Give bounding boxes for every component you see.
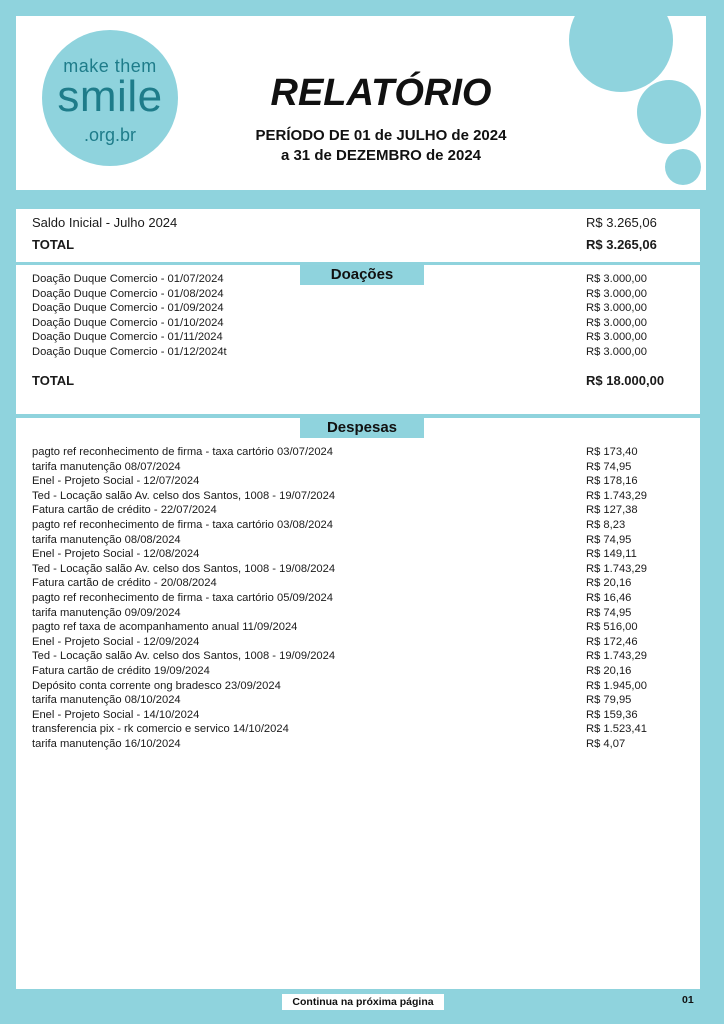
doacoes-label: Doação Duque Comercio - 01/12/2024t bbox=[32, 346, 227, 358]
despesas-row bbox=[32, 474, 672, 489]
report-header bbox=[16, 16, 706, 190]
despesas-value: R$ 74,95 bbox=[586, 533, 632, 546]
despesas-label: Fatura cartão de crédito - 20/08/2024 bbox=[32, 577, 217, 590]
doacoes-total-value: R$ 18.000,00 bbox=[586, 373, 665, 388]
report-title: RELATÓRIO bbox=[270, 72, 492, 114]
doacoes-heading: Doações bbox=[300, 265, 424, 285]
despesas-value: R$ 127,38 bbox=[586, 504, 638, 517]
despesas-label: pagto ref taxa de acompanhamento anual 11/09/2024 bbox=[32, 621, 298, 634]
despesas-label: tarifa manutenção 08/08/2024 bbox=[32, 533, 181, 546]
doacoes-label: Doação Duque Comercio - 01/09/2024 bbox=[32, 302, 224, 315]
despesas-row bbox=[32, 649, 672, 664]
saldo-value: R$ 3.265,06 bbox=[586, 215, 657, 230]
despesas-value: R$ 516,00 bbox=[586, 621, 638, 634]
doacoes-row bbox=[32, 272, 672, 287]
despesas-label: tarifa manutenção 08/07/2024 bbox=[32, 460, 181, 473]
doacoes-value: R$ 3.000,00 bbox=[586, 331, 647, 344]
despesas-label: Fatura cartão de crédito 19/09/2024 bbox=[32, 665, 210, 677]
saldo-label: Saldo Inicial - Julho 2024 bbox=[32, 215, 178, 230]
despesas-label: Enel - Projeto Social - 12/07/2024 bbox=[32, 475, 200, 488]
saldo-total-value: R$ 3.265,06 bbox=[586, 237, 657, 252]
despesas-value: R$ 20,16 bbox=[586, 665, 632, 677]
despesas-value: R$ 1.743,29 bbox=[586, 489, 647, 502]
logo-text-top: make them bbox=[63, 56, 157, 76]
despesas-row bbox=[32, 533, 672, 548]
despesas-value: R$ 4,07 bbox=[586, 738, 626, 750]
despesas-value: R$ 1.523,41 bbox=[586, 723, 647, 736]
despesas-row bbox=[32, 489, 672, 504]
despesas-value: R$ 1.743,29 bbox=[586, 562, 647, 575]
doacoes-label: Doação Duque Comercio - 01/10/2024 bbox=[32, 316, 224, 329]
despesas-row bbox=[32, 620, 672, 635]
doacoes-value: R$ 3.000,00 bbox=[586, 302, 647, 315]
doacoes-total-row bbox=[32, 374, 672, 389]
doacoes-value: R$ 3.000,00 bbox=[586, 273, 647, 285]
despesas-value: R$ 74,95 bbox=[586, 460, 632, 473]
despesas-value: R$ 16,46 bbox=[586, 592, 632, 604]
doacoes-section bbox=[16, 265, 700, 414]
despesas-label: Fatura cartão de crédito - 22/07/2024 bbox=[32, 504, 217, 517]
doacoes-label: Doação Duque Comercio - 01/07/2024 bbox=[32, 273, 224, 285]
despesas-row bbox=[32, 576, 672, 591]
saldo-total-row bbox=[32, 238, 672, 253]
despesas-value: R$ 74,95 bbox=[586, 606, 632, 619]
saldo-row bbox=[32, 216, 672, 231]
saldo-section bbox=[16, 209, 700, 262]
despesas-label: pagto ref reconhecimento de firma - taxa cartório 05/09/2024 bbox=[32, 592, 333, 604]
despesas-row bbox=[32, 445, 672, 460]
despesas-row bbox=[32, 591, 672, 606]
decorative-circle-medium bbox=[637, 80, 701, 144]
despesas-row bbox=[32, 708, 672, 723]
doacoes-label: Doação Duque Comercio - 01/11/2024 bbox=[32, 331, 223, 344]
despesas-row bbox=[32, 679, 672, 694]
doacoes-total-label: TOTAL bbox=[32, 373, 75, 388]
despesas-row bbox=[32, 664, 672, 679]
despesas-value: R$ 8,23 bbox=[586, 519, 626, 531]
period-line-2: a 31 de DEZEMBRO de 2024 bbox=[280, 147, 482, 164]
doacoes-row bbox=[32, 330, 672, 345]
despesas-label: tarifa manutenção 16/10/2024 bbox=[32, 738, 181, 750]
despesas-row bbox=[32, 562, 672, 577]
doacoes-row bbox=[32, 301, 672, 316]
continue-next-page-label: Continua na próxima página bbox=[282, 994, 444, 1010]
despesas-label: Depósito conta corrente ong bradesco 23/09/2024 bbox=[32, 679, 281, 692]
despesas-value: R$ 1.945,00 bbox=[586, 679, 647, 692]
despesas-label: Enel - Projeto Social - 12/08/2024 bbox=[32, 548, 200, 561]
despesas-value: R$ 79,95 bbox=[586, 694, 632, 707]
despesas-label: Ted - Locação salão Av. celso dos Santos, 1008 - 19/09/2024 bbox=[32, 650, 336, 663]
doacoes-row bbox=[32, 316, 672, 331]
despesas-row bbox=[32, 460, 672, 475]
despesas-label: Enel - Projeto Social - 14/10/2024 bbox=[32, 708, 200, 721]
despesas-label: pagto ref reconhecimento de firma - taxa cartório 03/07/2024 bbox=[32, 446, 333, 458]
logo-text-bottom: .org.br bbox=[83, 125, 137, 145]
decorative-circle-large bbox=[569, 16, 673, 92]
doacoes-value: R$ 3.000,00 bbox=[586, 287, 647, 300]
despesas-row bbox=[32, 635, 672, 650]
despesas-label: transferencia pix - rk comercio e servico 14/10/2024 bbox=[32, 723, 289, 736]
despesas-heading: Despesas bbox=[300, 418, 424, 438]
despesas-value: R$ 173,40 bbox=[586, 446, 638, 458]
despesas-row bbox=[32, 547, 672, 562]
despesas-value: R$ 172,46 bbox=[586, 635, 638, 648]
decorative-circle-small bbox=[665, 149, 701, 185]
report-period bbox=[216, 126, 546, 166]
saldo-total-label: TOTAL bbox=[32, 237, 75, 252]
despesas-row bbox=[32, 606, 672, 621]
logo-text-middle: smile bbox=[57, 72, 163, 121]
doacoes-label: Doação Duque Comercio - 01/08/2024 bbox=[32, 287, 224, 300]
despesas-label: tarifa manutenção 09/09/2024 bbox=[32, 606, 181, 619]
make-them-smile-logo bbox=[42, 30, 178, 166]
despesas-label: Ted - Locação salão Av. celso dos Santos, 1008 - 19/07/2024 bbox=[32, 489, 336, 502]
despesas-label: tarifa manutenção 08/10/2024 bbox=[32, 694, 181, 707]
period-line-1: PERÍODO DE 01 de JULHO de 2024 bbox=[255, 127, 507, 144]
doacoes-row bbox=[32, 345, 672, 360]
despesas-label: Enel - Projeto Social - 12/09/2024 bbox=[32, 635, 200, 648]
despesas-value: R$ 20,16 bbox=[586, 577, 632, 590]
despesas-value: R$ 149,11 bbox=[586, 548, 637, 561]
despesas-row bbox=[32, 737, 672, 752]
despesas-value: R$ 1.743,29 bbox=[586, 650, 647, 663]
doacoes-value: R$ 3.000,00 bbox=[586, 316, 647, 329]
doacoes-row bbox=[32, 287, 672, 302]
despesas-section bbox=[16, 418, 700, 989]
despesas-value: R$ 178,16 bbox=[586, 475, 638, 488]
despesas-label: Ted - Locação salão Av. celso dos Santos, 1008 - 19/08/2024 bbox=[32, 562, 336, 575]
despesas-row bbox=[32, 518, 672, 533]
page-number: 01 bbox=[682, 994, 694, 1006]
despesas-row bbox=[32, 722, 672, 737]
doacoes-value: R$ 3.000,00 bbox=[586, 346, 647, 358]
despesas-value: R$ 159,36 bbox=[586, 708, 638, 721]
despesas-row bbox=[32, 693, 672, 708]
despesas-row bbox=[32, 503, 672, 518]
despesas-label: pagto ref reconhecimento de firma - taxa cartório 03/08/2024 bbox=[32, 519, 333, 531]
